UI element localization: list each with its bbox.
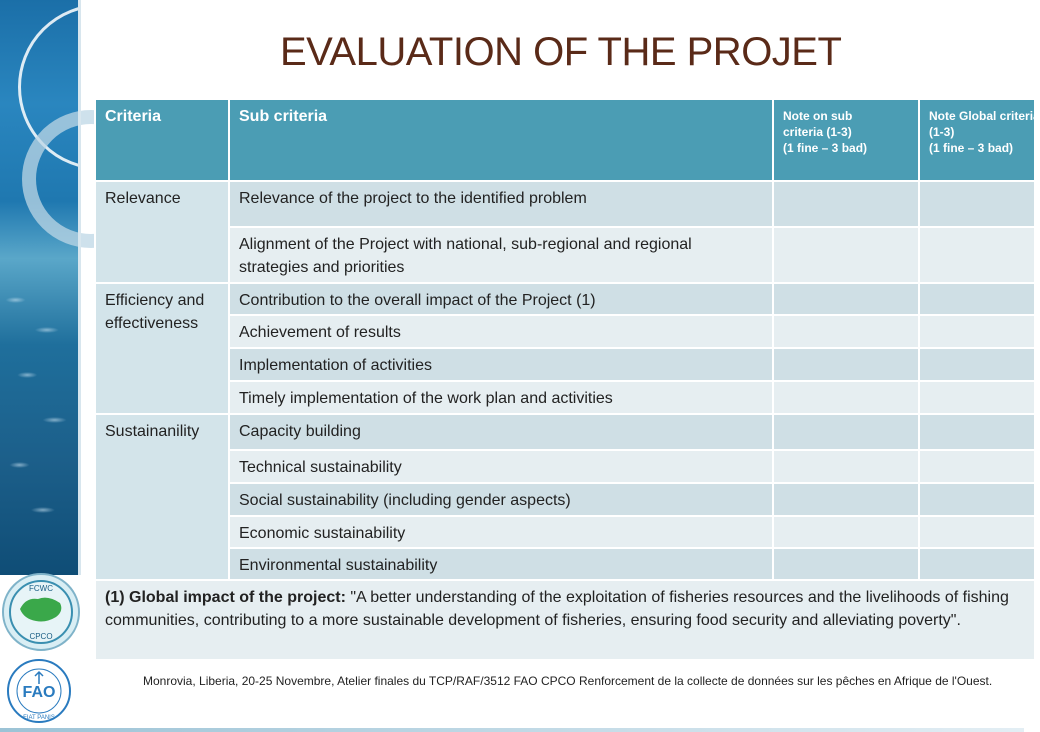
note-sub-cell[interactable] xyxy=(773,516,919,548)
note-global-cell[interactable] xyxy=(919,516,1035,548)
sub-criteria-cell: Social sustainability (including gender aspects) xyxy=(229,483,773,516)
sub-criteria-cell: Alignment of the Project with national, sub-regional and regional strategies and priorities xyxy=(229,227,773,283)
table-row xyxy=(95,414,1035,450)
decorative-ocean-strip xyxy=(0,0,78,575)
table-header-row xyxy=(95,99,1035,181)
divider xyxy=(78,0,81,575)
header-criteria: Criteria xyxy=(95,99,229,181)
sub-criteria-cell: Environmental sustainability xyxy=(229,548,773,580)
header-note-sub: Note on sub criteria (1-3) (1 fine – 3 bad) xyxy=(773,99,919,181)
footnote-label: (1) Global impact of the project: xyxy=(105,589,346,606)
footnote-row xyxy=(95,580,1035,660)
note-global-cell[interactable] xyxy=(919,450,1035,483)
header-note-global: Note Global criteria (1-3) (1 fine – 3 bad) xyxy=(919,99,1035,181)
sub-criteria-cell: Achievement of results xyxy=(229,315,773,348)
svg-text:CPCO: CPCO xyxy=(29,632,53,641)
sub-criteria-cell: Implementation of activities xyxy=(229,348,773,381)
svg-text:FIAT PANIS: FIAT PANIS xyxy=(23,715,55,721)
note-global-cell[interactable] xyxy=(919,283,1035,315)
evaluation-table xyxy=(94,98,1040,661)
note-sub-cell[interactable] xyxy=(773,450,919,483)
criteria-relevance: Relevance xyxy=(95,181,229,283)
table-row xyxy=(95,381,1035,414)
table-row xyxy=(95,516,1035,548)
table-row xyxy=(95,283,1035,315)
table-row xyxy=(95,483,1035,516)
bottom-rule xyxy=(0,728,1024,732)
note-global-cell[interactable] xyxy=(919,483,1035,516)
table-row xyxy=(95,548,1035,580)
criteria-efficiency: Efficiency and effectiveness xyxy=(95,283,229,414)
note-global-cell[interactable] xyxy=(919,315,1035,348)
table-row xyxy=(95,450,1035,483)
fao-logo xyxy=(6,658,72,724)
note-global-cell[interactable] xyxy=(919,181,1035,227)
table-row xyxy=(95,181,1035,227)
note-global-cell[interactable] xyxy=(919,548,1035,580)
note-global-cell[interactable] xyxy=(919,348,1035,381)
footnote-cell xyxy=(95,580,1035,660)
note-sub-cell[interactable] xyxy=(773,181,919,227)
sub-criteria-cell: Economic sustainability xyxy=(229,516,773,548)
note-sub-cell[interactable] xyxy=(773,381,919,414)
header-sub-criteria: Sub criteria xyxy=(229,99,773,181)
criteria-sustainability: Sustainanility xyxy=(95,414,229,580)
note-global-cell[interactable] xyxy=(919,227,1035,283)
sub-criteria-cell: Technical sustainability xyxy=(229,450,773,483)
svg-text:FCWC: FCWC xyxy=(29,584,53,593)
sub-criteria-cell: Relevance of the project to the identified problem xyxy=(229,181,773,227)
page-title: EVALUATION OF THE PROJET xyxy=(280,30,842,74)
table-row xyxy=(95,227,1035,283)
footnote-text: "A better understanding of the exploitation of fisheries resources and the livelihoods of fishing communities, contributing to a more sustainable development of fisheries, ensuring food security and alleviating poverty". xyxy=(105,589,1009,629)
table-row xyxy=(95,348,1035,381)
sub-criteria-cell: Timely implementation of the work plan and activities xyxy=(229,381,773,414)
note-sub-cell[interactable] xyxy=(773,283,919,315)
svg-text:FAO: FAO xyxy=(22,684,56,701)
table-row xyxy=(95,315,1035,348)
footer-caption: Monrovia, Liberia, 20-25 Novembre, Atelier finales du TCP/RAF/3512 FAO CPCO Renforcement de la collecte de données sur les pêches en Afrique de l'Ouest. xyxy=(143,674,993,688)
sub-criteria-cell: Contribution to the overall impact of the Project (1) xyxy=(229,283,773,315)
fcwc-logo xyxy=(2,573,80,651)
note-sub-cell[interactable] xyxy=(773,548,919,580)
note-sub-cell[interactable] xyxy=(773,227,919,283)
note-global-cell[interactable] xyxy=(919,381,1035,414)
note-sub-cell[interactable] xyxy=(773,414,919,450)
sub-criteria-cell: Capacity building xyxy=(229,414,773,450)
note-sub-cell[interactable] xyxy=(773,483,919,516)
fish-school-image xyxy=(0,270,78,570)
note-global-cell[interactable] xyxy=(919,414,1035,450)
note-sub-cell[interactable] xyxy=(773,315,919,348)
note-sub-cell[interactable] xyxy=(773,348,919,381)
